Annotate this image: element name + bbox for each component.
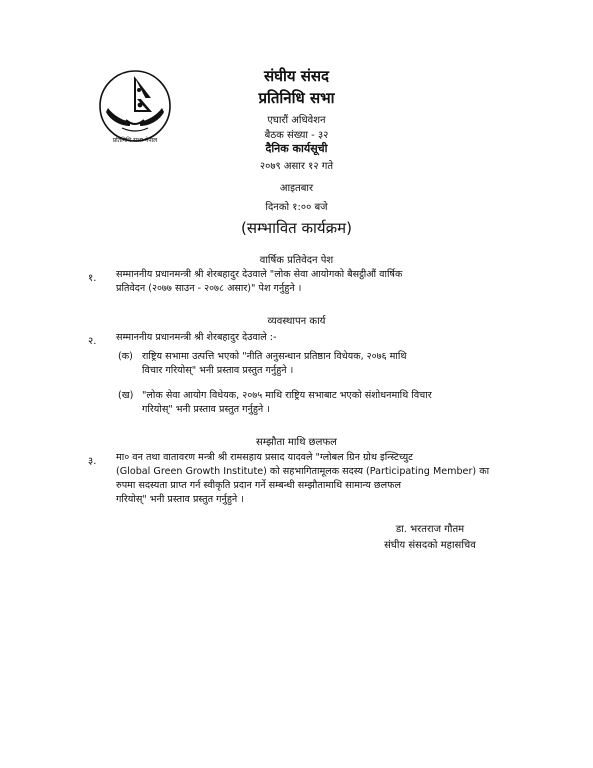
agenda-item-3 — [116, 451, 526, 507]
meeting-time: दिनको १:०० बजे — [265, 202, 328, 213]
item-number: २. — [88, 336, 97, 347]
house-name: प्रतिनिधि सभा — [258, 89, 335, 107]
agenda-item-1 — [116, 268, 526, 296]
session-label: एघारौं अधिवेशन — [267, 115, 326, 126]
agenda-date: २०७९ असार १२ गते — [259, 161, 334, 172]
item-line: राष्ट्रिय सभामा उत्पत्ति भएको "नीति अनुसन्धान प्रतिष्ठान विधेयक, २०७६ माथि — [142, 351, 407, 362]
item-line: गरियोस्" भनी प्रस्ताव प्रस्तुत गर्नुहुने । — [142, 404, 270, 415]
item-line: प्रतिवेदन (२०७७ साउन - २०७८ असार)" पेश गर्नुहुने । — [116, 283, 302, 294]
section-heading-legislation: व्यवस्थापन कार्य — [267, 316, 326, 327]
item-line: "लोक सेवा आयोग विधेयक, २०७५ माथि राष्ट्रिय सभाबाट भएको संशोधनमाथि विचार — [142, 390, 432, 401]
item-line: मा० वन तथा वातावरण मन्त्री श्री रामसहाय प्रसाद यादवले "ग्लोबल ग्रिन ग्रोथ इन्स्टिच्युट — [116, 452, 414, 463]
signatory-name: डा. भरतराज गौतम — [395, 524, 465, 535]
item-number: १. — [88, 273, 97, 284]
item-line: सम्माननीय प्रधानमन्त्री श्री शेरबहादुर देउवाले "लोक सेवा आयोगको बैसट्ठीऔं वार्षिक — [116, 269, 403, 280]
item-line: विचार गरियोस्" भनी प्रस्ताव प्रस्तुत गर्नुहुने । — [142, 365, 294, 376]
item-line: (Global Green Growth Institute) को सहभागितामूलक सदस्य (Participating Member) का — [116, 466, 490, 477]
section-heading-annual-report: वार्षिक प्रतिवेदन पेश — [259, 255, 334, 266]
document-title: संघीय संसद — [263, 67, 330, 85]
agenda-item-2: सम्माननीय प्रधानमन्त्री श्री शेरबहादुर देउवाले :- — [116, 332, 277, 343]
section-heading-agreement: सम्झौता माथि छलफल — [256, 437, 337, 448]
agenda-title: दैनिक कार्यसूची — [265, 142, 328, 155]
agenda-day: आइतबार — [279, 183, 314, 194]
item-line: रुपमा सदस्यता प्राप्त गर्न स्वीकृति प्रदान गर्ने सम्बन्धी सम्झौतामाथि सामान्य छलफल — [116, 480, 401, 491]
agenda-subitem-ka — [142, 350, 532, 378]
subitem-label: (क) — [118, 351, 133, 362]
agenda-subitem-kha — [142, 389, 532, 417]
emblem-caption: प्रतिनिधि सभा नेपाल — [112, 137, 158, 144]
item-line: गरियोस्" भनी प्रस्ताव प्रस्तुत गर्नुहुने । — [116, 494, 244, 505]
program-heading: (सम्भावित कार्यक्रम) — [241, 219, 352, 237]
subitem-label: (ख) — [118, 390, 134, 401]
item-number: ३. — [88, 456, 97, 467]
signatory-title: संघीय संसदको महासचिव — [384, 540, 476, 551]
meeting-number: बैठक संख्या - ३२ — [264, 130, 329, 141]
